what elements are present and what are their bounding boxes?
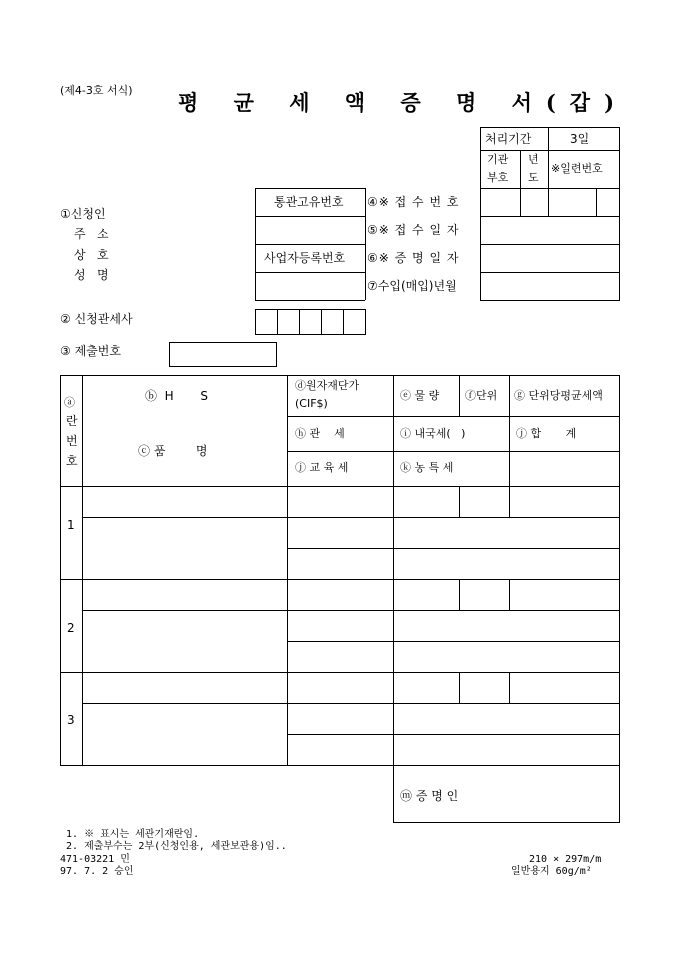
item-name-header: ⓒ 품 명 [138, 444, 208, 458]
agency-label-2: 부호 [487, 171, 509, 184]
applicant-label: ①신청인 [60, 207, 106, 221]
approval-date: 97. 7. 2 승인 [60, 866, 134, 877]
paper-type: 일반용지 60g/m² [511, 866, 592, 877]
certifier-label: ⓜ 증 명 인 [400, 789, 459, 803]
customs-duty-header: ⓗ 관 세 [295, 427, 345, 440]
row-number-1: 1 [67, 518, 75, 532]
education-tax-header: ⓙ 교 육 세 [295, 461, 349, 474]
import-month-label: ⑦수입(매입)년월 [367, 279, 457, 293]
cert-date-label: ⑥※ 증 명 일 자 [367, 251, 460, 265]
processing-period-value: 3일 [570, 132, 590, 146]
agency-label: 기관 [487, 153, 509, 166]
customs-id-label: 통관고유번호 [274, 195, 344, 209]
submission-number-box[interactable] [169, 342, 277, 367]
processing-period-label: 처리기간 [485, 132, 532, 146]
company-label: 상 호 [74, 248, 109, 262]
note-2: 2. 제출부수는 2부(신청인용, 세관보관용)임.. [60, 841, 287, 852]
address-label: 주 소 [74, 227, 109, 241]
row-number-header-2: 번 [66, 434, 78, 448]
rural-tax-header: ⓚ 농 특 세 [400, 461, 454, 474]
row-number-2: 2 [67, 621, 75, 635]
total-header: ⓙ 합 계 [516, 427, 577, 440]
unit-price-header: ⓓ원자재단가 [295, 379, 360, 392]
business-reg-label: 사업자등록번호 [264, 251, 346, 265]
year-label: 년 [528, 153, 539, 166]
submission-label: ③ 제출번호 [60, 344, 121, 358]
unit-price-header-2: (CIF$) [295, 397, 328, 410]
avg-tax-header: ⓖ 단위당평균세액 [514, 389, 603, 402]
broker-label: ② 신청관세사 [60, 312, 133, 326]
page-title: 평 균 세 액 증 명 서(갑) [178, 90, 629, 115]
year-label-2: 도 [528, 171, 539, 184]
receipt-number-label: ④※ 접 수 번 호 [367, 195, 460, 209]
serial-number-label: ※일련번호 [551, 162, 603, 175]
quantity-header: ⓔ 물 량 [400, 389, 440, 402]
domestic-tax-header: ⓘ 내국세( ) [400, 427, 466, 440]
paper-size: 210 × 297m/m [529, 854, 602, 865]
receipt-date-label: ⑤※ 접 수 일 자 [367, 223, 460, 237]
row-number-mark: ⓐ [64, 396, 75, 409]
row-number-3: 3 [67, 713, 75, 727]
row-number-header-1: 란 [66, 414, 78, 428]
note-1: 1. ※ 표시는 세관기재란임. [60, 829, 200, 840]
row-number-header-3: 호 [66, 454, 78, 468]
unit-header: ⓕ단위 [465, 389, 498, 402]
form-code: 471-03221 민 [60, 854, 130, 865]
name-label: 성 명 [74, 268, 109, 282]
form-number: (제4-3호 서식) [60, 84, 133, 97]
hs-header: ⓑ H S [145, 389, 208, 403]
